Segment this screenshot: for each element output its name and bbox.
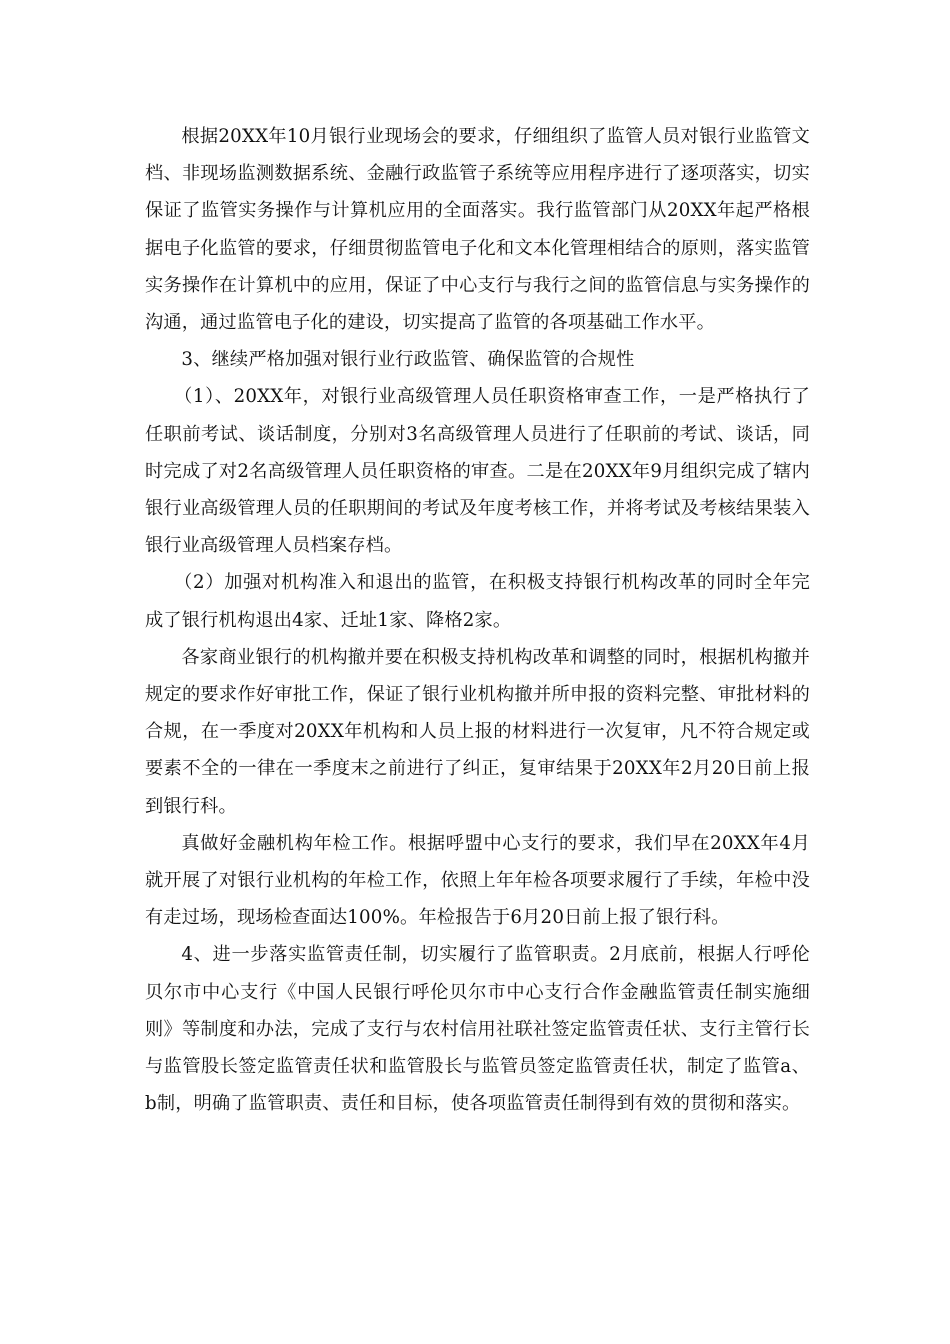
paragraph-responsibility-system: 4、进一步落实监管责任制，切实履行了监管职责。2月底前，根据人行呼伦贝尔市中心支行《中国人民银行呼伦贝尔市中心支行合作金融监管责任制实施细则》等制度和办法，完成了支行与农村信用社联社签定监管责任状、支行主管行长与监管股长签定监管责任状和监管股长与监管员签定监管责任状，制定了监管a、b制，明确了监管职责、责任和目标，使各项监管责任制得到有效的贯彻和落实。 <box>145 944 810 1115</box>
paragraph-item-2: （2）加强对机构准入和退出的监管，在积极支持银行机构改革的同时全年完成了银行机构退出4家、迁址1家、降格2家。 <box>145 572 810 631</box>
paragraph-annual-inspection: 真做好金融机构年检工作。根据呼盟中心支行的要求，我们早在20XX年4月就开展了对银行业机构的年检工作，依照上年年检各项要求履行了手续，年检中没有走过场，现场检查面达100%。年检报告于6月20日前上报了银行科。 <box>145 832 810 929</box>
paragraph-item-1: （1）、20XX年，对银行业高级管理人员任职资格审查工作，一是严格执行了任职前考试、谈话制度，分别对3名高级管理人员进行了任职前的考试、谈话，同时完成了对2名高级管理人员任职资格的审查。二是在20XX年9月组织完成了辖内银行业高级管理人员的任职期间的考试及年度考核工作，并将考试及考核结果装入银行业高级管理人员档案存档。 <box>145 386 810 557</box>
document-body <box>145 118 810 1122</box>
paragraph-branch-merger: 各家商业银行的机构撤并要在积极支持机构改革和调整的同时，根据机构撤并规定的要求作好审批工作，保证了银行业机构撤并所申报的资料完整、审批材料的合规，在一季度对20XX年机构和人员上报的材料进行一次复审，凡不符合规定或要素不全的一律在一季度末之前进行了纠正，复审结果于20XX年2月20日前上报到银行科。 <box>145 646 810 817</box>
section-heading-3: 3、继续严格加强对银行业行政监管、确保监管的合规性 <box>181 349 635 371</box>
paragraph-1: 根据20XX年10月银行业现场会的要求，仔细组织了监管人员对银行业监管文档、非现场监测数据系统、金融行政监管子系统等应用程序进行了逐项落实，切实保证了监管实务操作与计算机应用的全面落实。我行监管部门从20XX年起严格根据电子化监管的要求，仔细贯彻监管电子化和文本化管理相结合的原则，落实监管实务操作在计算机中的应用，保证了中心支行与我行之间的监管信息与实务操作的沟通，通过监管电子化的建设，切实提高了监管的各项基础工作水平。 <box>145 126 810 334</box>
